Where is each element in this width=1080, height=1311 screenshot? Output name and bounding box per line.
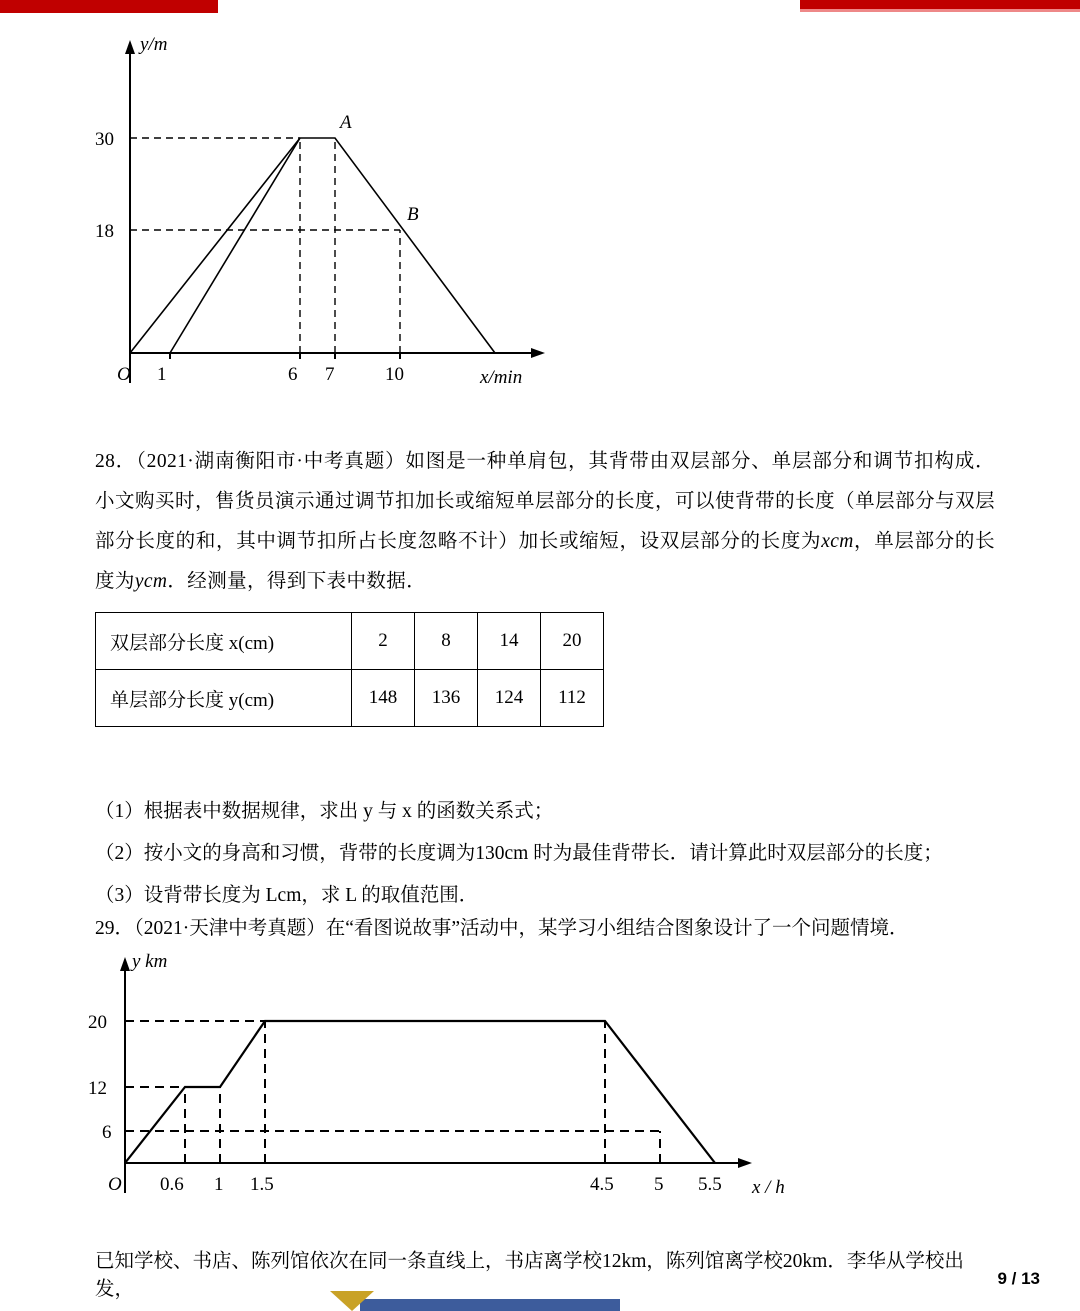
svg-text:B: B	[407, 204, 419, 225]
svg-text:O: O	[117, 364, 131, 385]
svg-text:1: 1	[157, 364, 167, 385]
svg-text:A: A	[340, 112, 352, 133]
svg-text:10: 10	[385, 364, 404, 385]
footer-ornament-triangle	[330, 1291, 374, 1311]
page-number: 9 / 13	[997, 1269, 1040, 1288]
svg-text:y/m: y/m	[140, 34, 168, 55]
header-red-bar-right-thin	[800, 9, 1080, 12]
figure-chart-1	[95, 28, 595, 398]
table-row2-cell-0: 148	[352, 670, 415, 727]
table-row1-cell-0: 2	[352, 613, 415, 670]
svg-text:5.5: 5.5	[698, 1174, 722, 1195]
svg-text:20: 20	[88, 1012, 107, 1033]
svg-text:0.6: 0.6	[160, 1174, 184, 1195]
question-28-sub-1: （1）根据表中数据规律，求出 y 与 x 的函数关系式；	[95, 801, 554, 822]
question-28-sub-2: （2）按小文的身高和习惯，背带的长度调为130cm 时为最佳背带长．请计算此时双层部分的长度；	[95, 843, 943, 864]
table-row1-cell-2: 14	[478, 613, 541, 670]
svg-text:1.5: 1.5	[250, 1174, 274, 1195]
svg-text:1: 1	[214, 1174, 224, 1195]
q28-body-part1: 28．（2021·湖南衡阳市·中考真题）如图是一种单肩包，其背带由双层部分、单层部分和调节扣构成．小文购买时，售货员演示通过调节扣加长或缩短单层部分的长度，可以使背带的长度（单层部分与双层部分长度的和，其中调节扣所占长度忽略不计）加长或缩短，设双层部分的长度为	[95, 451, 995, 552]
header-red-bar-right	[800, 0, 1080, 9]
footer-ornament-bar	[360, 1299, 620, 1311]
question-29-tail-text: 已知学校、书店、陈列馆依次在同一条直线上，书店离学校12km，陈列馆离学校20km．李华从学校出发，	[95, 1251, 964, 1300]
question-29-text: 29．（2021·天津中考真题）在“看图说故事”活动中，某学习小组结合图象设计了一个问题情境．	[95, 918, 909, 939]
q28-body-part3: ．经测量，得到下表中数据．	[167, 571, 427, 592]
svg-text:5: 5	[654, 1174, 664, 1195]
question-28-sub-3: （3）设背带长度为 Lcm，求 L 的取值范围．	[95, 885, 479, 906]
figure-chart-2	[80, 945, 820, 1210]
svg-text:O: O	[108, 1174, 122, 1195]
question-28-text	[95, 442, 995, 602]
table-row	[96, 613, 604, 670]
q28-var-x: xcm	[821, 531, 854, 552]
table-row2-header: 单层部分长度 y(cm)	[96, 670, 352, 727]
svg-text:x / h: x / h	[752, 1177, 785, 1198]
table-row2-cell-1: 136	[415, 670, 478, 727]
svg-text:18: 18	[95, 221, 114, 242]
q28-var-y: ycm	[134, 571, 168, 592]
table-row2-cell-2: 124	[478, 670, 541, 727]
table-row1-header: 双层部分长度 x(cm)	[96, 613, 352, 670]
svg-text:12: 12	[88, 1078, 107, 1099]
header-red-bar-left	[0, 0, 218, 13]
svg-text:6: 6	[288, 364, 298, 385]
table-row2-cell-3: 112	[541, 670, 604, 727]
table-row1-cell-3: 20	[541, 613, 604, 670]
svg-text:30: 30	[95, 129, 114, 150]
data-table	[95, 612, 604, 727]
svg-text:x/min: x/min	[480, 367, 523, 388]
svg-text:6: 6	[102, 1122, 112, 1143]
q28-body-part2: ，单层部分的长度为	[95, 531, 995, 592]
table-row1-cell-1: 8	[415, 613, 478, 670]
table-row	[96, 670, 604, 727]
svg-text:4.5: 4.5	[590, 1174, 614, 1195]
svg-text:y km: y km	[132, 951, 168, 972]
svg-text:7: 7	[325, 364, 335, 385]
